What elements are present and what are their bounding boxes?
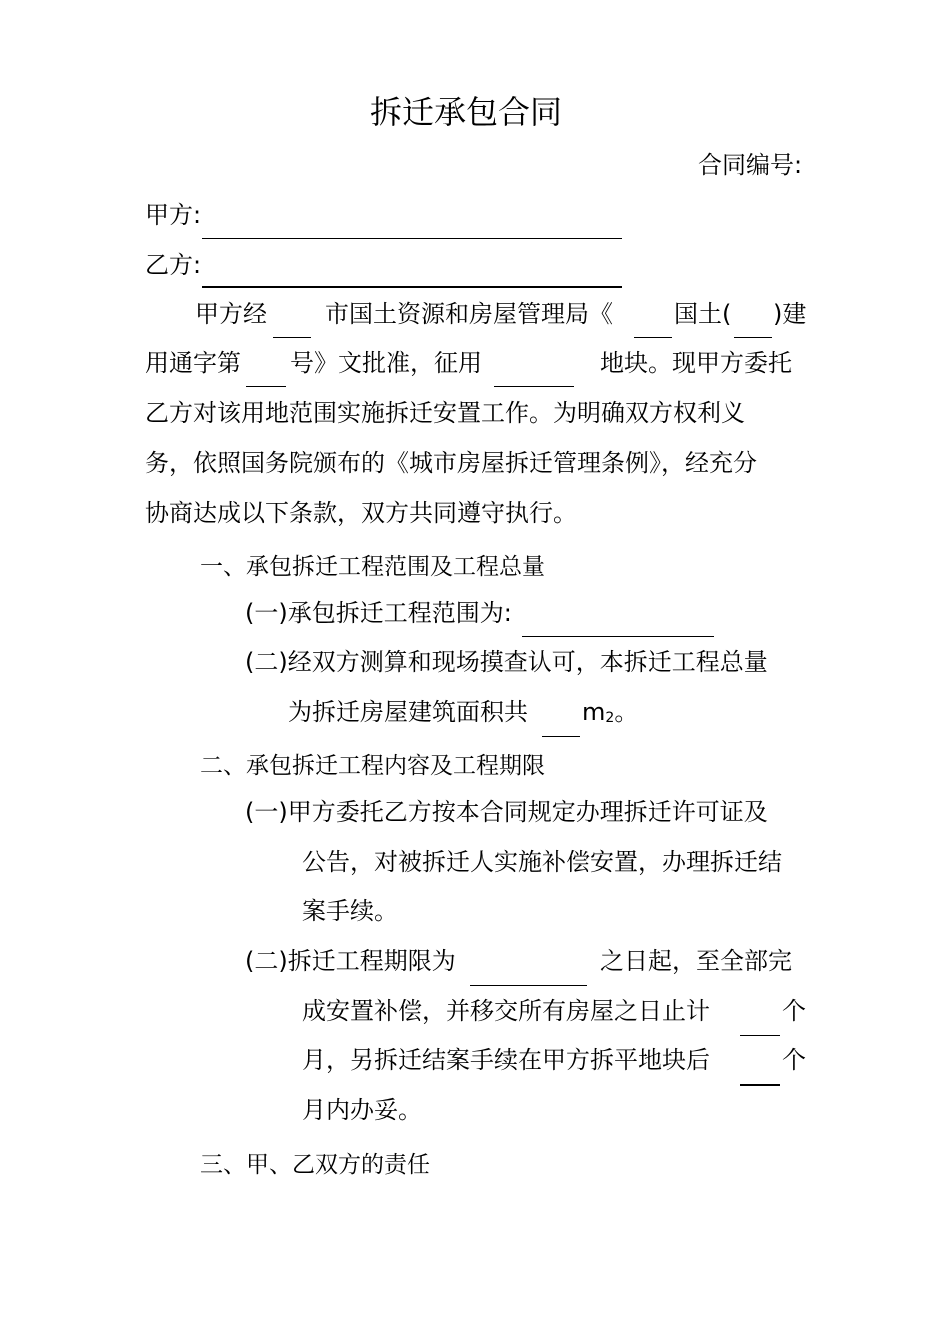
preamble-text: 市国土资源和房屋管理局《 — [325, 300, 613, 328]
section-2-item-1: (一)甲方委托乙方按本合同规定办理拆迁许可证及 — [245, 798, 768, 826]
scope-blank — [522, 636, 714, 637]
party-a-blank — [202, 238, 622, 239]
section-2-item-1: 公告，对被拆迁人实施补偿安置，办理拆迁结 — [302, 848, 782, 876]
preamble-text: 甲方经 — [195, 300, 267, 328]
section-1-heading: 一、承包拆迁工程范围及工程总量 — [200, 554, 545, 580]
preamble-text: 号》文批准，征用 — [290, 349, 482, 377]
doc-number-blank — [246, 386, 286, 387]
section-2-item-2: 个 — [782, 997, 806, 1025]
preamble-text: 乙方对该用地范围实施拆迁安置工作。为明确双方权利义 — [145, 399, 745, 427]
preamble-text: 务，依照国务院颁布的《城市房屋拆迁管理条例》，经充分 — [145, 449, 757, 477]
preamble-text: 国土( — [674, 300, 732, 328]
section-2-item-2: 成安置补偿，并移交所有房屋之日止计 — [302, 997, 710, 1025]
section-1-item-1: (一)承包拆迁工程范围为: — [245, 599, 512, 627]
party-a-label: 甲方: — [145, 201, 202, 229]
preamble-text: 用通字第 — [145, 349, 241, 377]
section-1-item-2: 为拆迁房屋建筑面积共 — [288, 698, 528, 726]
document-title: 拆迁承包合同 — [370, 93, 563, 131]
contract-number-label: 合同编号: — [698, 151, 803, 179]
preamble-text: 协商达成以下条款，双方共同遵守执行。 — [145, 499, 577, 527]
preamble-text: )建 — [773, 300, 807, 328]
section-2-item-1: 案手续。 — [302, 897, 398, 925]
land-plot-blank — [494, 386, 574, 387]
party-b-blank — [202, 286, 622, 288]
section-1-item-2: (二)经双方测算和现场摸查认可，本拆迁工程总量 — [245, 648, 768, 676]
city-blank — [273, 337, 311, 338]
doc-code-blank — [734, 337, 772, 338]
start-date-blank — [470, 985, 587, 986]
section-2-item-2: 个 — [782, 1046, 806, 1074]
preamble-text: 地块。现甲方委托 — [600, 349, 792, 377]
closing-months-blank — [740, 1084, 780, 1086]
months-blank — [740, 1035, 780, 1036]
section-2-item-2: 月，另拆迁结案手续在甲方拆平地块后 — [302, 1046, 710, 1074]
section-2-heading: 二、承包拆迁工程内容及工程期限 — [200, 753, 545, 779]
doc-year-blank — [634, 337, 672, 338]
area-unit: m2。 — [582, 698, 639, 726]
section-2-item-2: 月内办妥。 — [302, 1096, 422, 1124]
area-blank — [542, 736, 580, 737]
section-3-heading: 三、甲、乙双方的责任 — [200, 1152, 430, 1178]
section-2-item-2: (二)拆迁工程期限为 — [245, 947, 456, 975]
section-2-item-2: 之日起，至全部完 — [600, 947, 792, 975]
party-b-label: 乙方: — [145, 251, 202, 279]
